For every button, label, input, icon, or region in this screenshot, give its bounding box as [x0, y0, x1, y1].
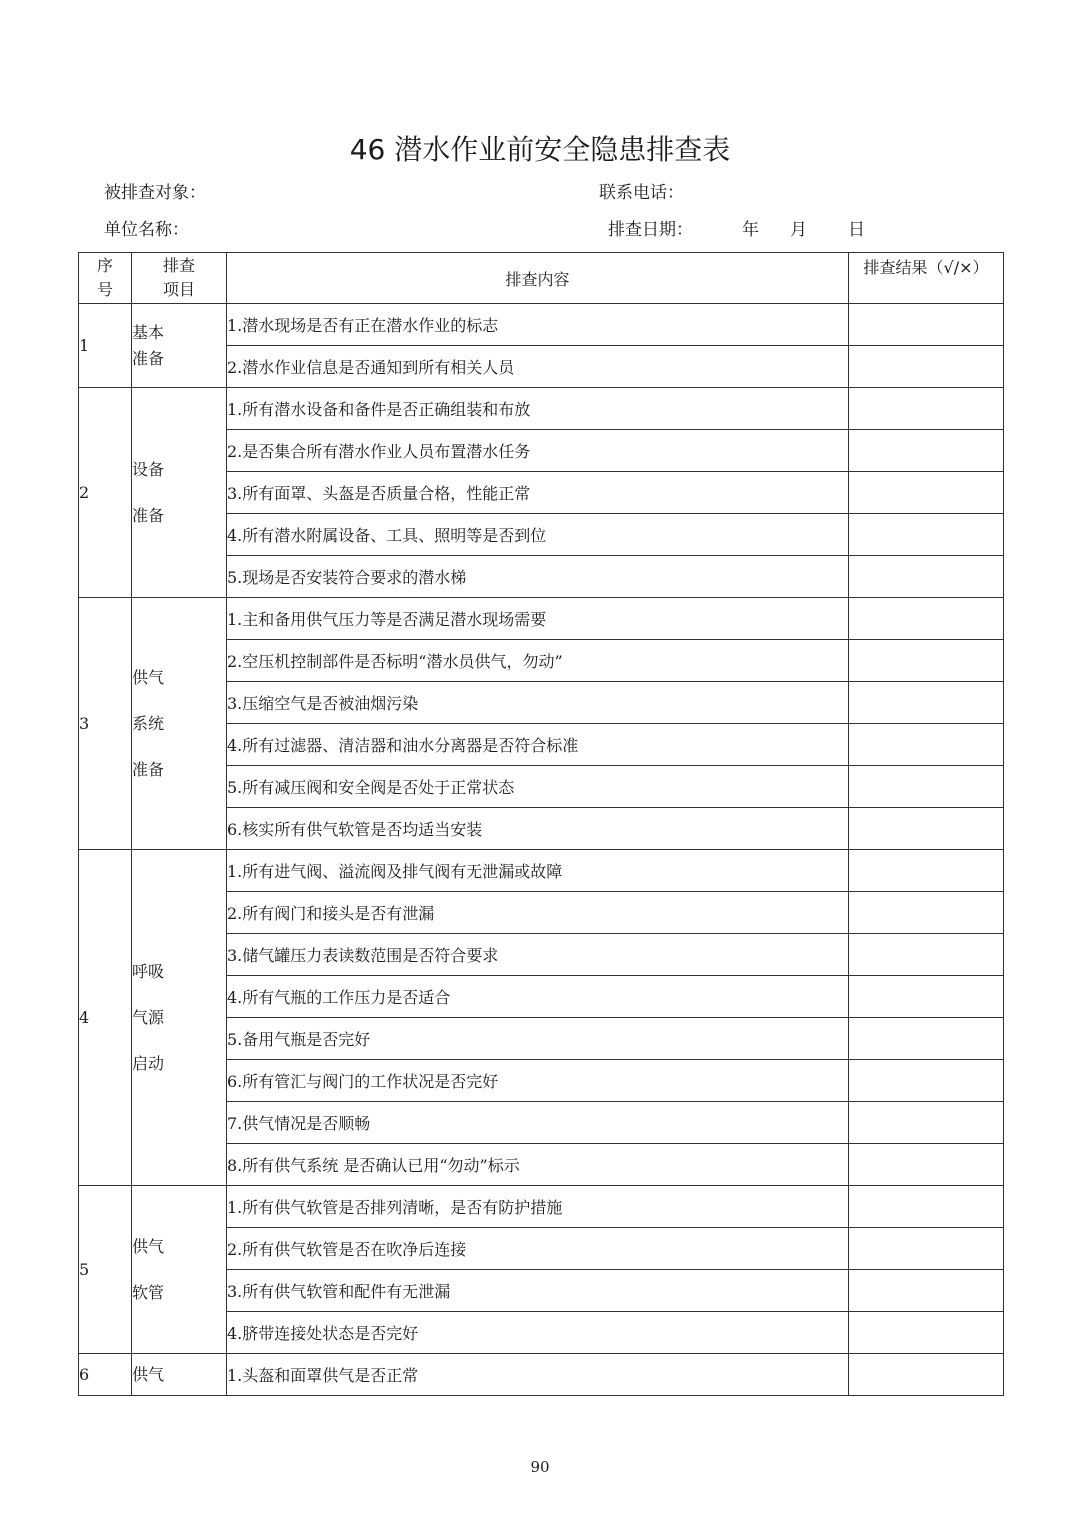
result-cell[interactable]: [849, 934, 1004, 976]
table-row: [79, 304, 1004, 346]
inspected-object-label: 被排查对象：: [104, 183, 206, 203]
group-number: 3: [79, 598, 132, 850]
check-content: 1.所有进气阀、溢流阀及排气阀有无泄漏或故障: [227, 850, 849, 892]
group-number: 2: [79, 388, 132, 598]
check-content: 3.压缩空气是否被油烟污染: [227, 682, 849, 724]
group-number: 4: [79, 850, 132, 1186]
check-content: 4.脐带连接处状态是否完好: [227, 1312, 849, 1354]
unit-name-label: 单位名称：: [104, 220, 189, 240]
check-content: 5.所有减压阀和安全阀是否处于正常状态: [227, 766, 849, 808]
check-content: 2.是否集合所有潜水作业人员布置潜水任务: [227, 430, 849, 472]
check-content: 5.现场是否安装符合要求的潜水梯: [227, 556, 849, 598]
result-cell[interactable]: [849, 514, 1004, 556]
check-content: 2.所有供气软管是否在吹净后连接: [227, 1228, 849, 1270]
group-number: 6: [79, 1354, 132, 1396]
result-cell[interactable]: [849, 976, 1004, 1018]
group-number: 5: [79, 1186, 132, 1354]
check-content: 1.潜水现场是否有正在潜水作业的标志: [227, 304, 849, 346]
inspection-table: [78, 252, 1004, 1396]
result-cell[interactable]: [849, 850, 1004, 892]
result-cell[interactable]: [849, 598, 1004, 640]
inspection-date-label: 排查日期：: [608, 220, 693, 240]
result-cell[interactable]: [849, 556, 1004, 598]
page-number: 90: [530, 1458, 550, 1476]
result-cell[interactable]: [849, 1270, 1004, 1312]
check-content: 1.头盔和面罩供气是否正常: [227, 1354, 849, 1396]
page-title: 46 潜水作业前安全隐患排查表: [349, 133, 731, 166]
check-content: 1.主和备用供气压力等是否满足潜水现场需要: [227, 598, 849, 640]
check-content: 7.供气情况是否顺畅: [227, 1102, 849, 1144]
result-cell[interactable]: [849, 1060, 1004, 1102]
header-item: 排查 项目: [132, 253, 227, 304]
result-cell[interactable]: [849, 1228, 1004, 1270]
table-row: [79, 850, 1004, 892]
result-cell[interactable]: [849, 640, 1004, 682]
result-cell[interactable]: [849, 724, 1004, 766]
group-item: 呼吸 气源 启动: [132, 850, 227, 1186]
result-cell[interactable]: [849, 1018, 1004, 1060]
check-content: 8.所有供气系统 是否确认已用“勿动”标示: [227, 1144, 849, 1186]
group-item: 供气 软管: [132, 1186, 227, 1354]
table-row: [79, 388, 1004, 430]
check-content: 4.所有过滤器、清洁器和油水分离器是否符合标准: [227, 724, 849, 766]
group-item: 基本 准备: [132, 304, 227, 388]
result-cell[interactable]: [849, 766, 1004, 808]
phone-label: 联系电话：: [599, 183, 684, 203]
check-content: 6.所有管汇与阀门的工作状况是否完好: [227, 1060, 849, 1102]
result-cell[interactable]: [849, 388, 1004, 430]
check-content: 5.备用气瓶是否完好: [227, 1018, 849, 1060]
table-row: [79, 1354, 1004, 1396]
group-number: 1: [79, 304, 132, 388]
day-label: 日: [848, 220, 865, 240]
check-content: 6.核实所有供气软管是否均适当安装: [227, 808, 849, 850]
check-content: 2.潜水作业信息是否通知到所有相关人员: [227, 346, 849, 388]
group-item: 供气: [132, 1354, 227, 1396]
check-content: 3.所有面罩、头盔是否质量合格，性能正常: [227, 472, 849, 514]
check-content: 2.空压机控制部件是否标明“潜水员供气，勿动”: [227, 640, 849, 682]
result-cell[interactable]: [849, 430, 1004, 472]
result-cell[interactable]: [849, 1102, 1004, 1144]
group-item: 供气 系统 准备: [132, 598, 227, 850]
result-cell[interactable]: [849, 472, 1004, 514]
check-content: 1.所有供气软管是否排列清晰，是否有防护措施: [227, 1186, 849, 1228]
result-cell[interactable]: [849, 808, 1004, 850]
check-content: 3.所有供气软管和配件有无泄漏: [227, 1270, 849, 1312]
check-content: 3.储气罐压力表读数范围是否符合要求: [227, 934, 849, 976]
result-cell[interactable]: [849, 1312, 1004, 1354]
result-cell[interactable]: [849, 892, 1004, 934]
result-cell[interactable]: [849, 346, 1004, 388]
group-item: 设备 准备: [132, 388, 227, 598]
check-content: 4.所有气瓶的工作压力是否适合: [227, 976, 849, 1018]
result-cell[interactable]: [849, 1354, 1004, 1396]
check-content: 2.所有阀门和接头是否有泄漏: [227, 892, 849, 934]
header-result: 排查结果（√/×）: [849, 253, 1004, 304]
result-cell[interactable]: [849, 682, 1004, 724]
result-cell[interactable]: [849, 1186, 1004, 1228]
result-cell[interactable]: [849, 1144, 1004, 1186]
check-content: 1.所有潜水设备和备件是否正确组装和布放: [227, 388, 849, 430]
year-label: 年: [742, 220, 759, 240]
table-row: [79, 598, 1004, 640]
header-content: 排查内容: [227, 253, 849, 304]
month-label: 月: [790, 220, 807, 240]
table-header-row: [79, 253, 1004, 304]
result-cell[interactable]: [849, 304, 1004, 346]
table-row: [79, 1186, 1004, 1228]
check-content: 4.所有潜水附属设备、工具、照明等是否到位: [227, 514, 849, 556]
header-no: 序 号: [79, 253, 132, 304]
